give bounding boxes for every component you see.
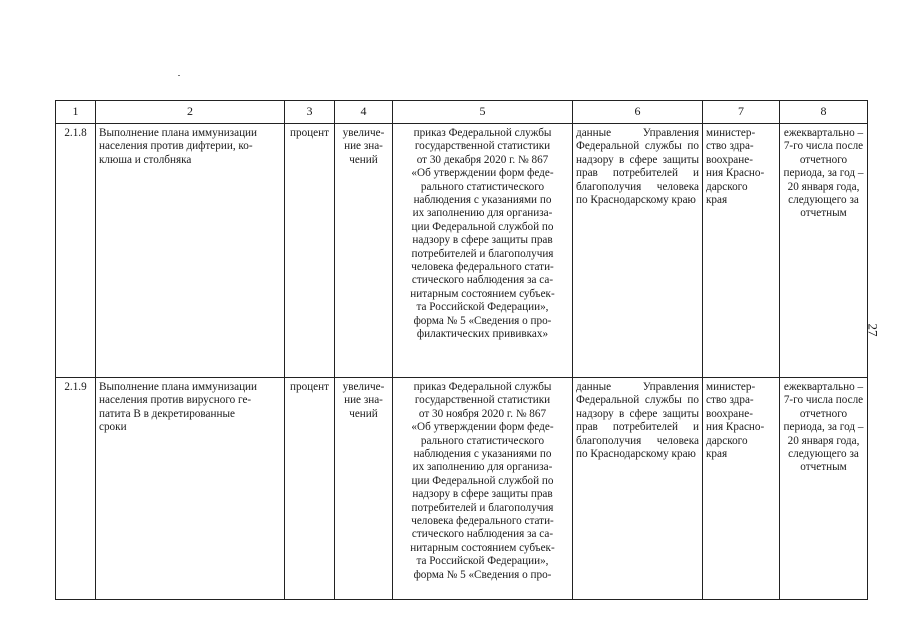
table-row	[56, 378, 868, 600]
header-cell: 4	[335, 101, 393, 124]
data-source: данные Управления Федеральной службы по надзору в сфере защиты прав потребителей и благополучия человека по Краснодарскому краю	[573, 124, 703, 378]
header-cell: 1	[56, 101, 96, 124]
indicator-name: Выполнение плана иммунизации населения против вирусного ге- патита В в декретированные сроки	[96, 378, 285, 600]
page-number: 27	[865, 323, 881, 337]
responsible: министер- ство здра- воохране- ния Красно- дарского края	[703, 124, 780, 378]
header-cell: 8	[780, 101, 868, 124]
direction: увеличе- ние зна- чений	[335, 378, 393, 600]
source-document: приказ Федеральной службы государственной статистики от 30 ноября 2020 г. № 867 «Об утверждении форм феде- рального статистического наблюдения с указаниями по их заполнению для организа- ции Федеральной службой по надзору в сфере защиты прав потребителей и благополучия человека федерального стати- стического наблюдения за са- нитарным состоянием субъек- та Российской Федерации», форма № 5 «Сведения о про-	[393, 378, 573, 600]
unit: процент	[285, 124, 335, 378]
responsible: министер- ство здра- воохране- ния Красно- дарского края	[703, 378, 780, 600]
data-source: данные Управления Федеральной службы по надзору в сфере защиты прав потребителей и благополучия человека по Краснодарскому краю	[573, 378, 703, 600]
direction: увеличе- ние зна- чений	[335, 124, 393, 378]
header-cell: 6	[573, 101, 703, 124]
source-document: приказ Федеральной службы государственной статистики от 30 декабря 2020 г. № 867 «Об утверждении форм феде- рального статистического наблюдения с указаниями по их заполнению для организа- ции Федеральной службой по надзору в сфере защиты прав потребителей и благополучия человека федерального стати- стического наблюдения за са- нитарным состоянием субъек- та Российской Федерации», форма № 5 «Сведения о про- филактических прививках»	[393, 124, 573, 378]
table-row	[56, 124, 868, 378]
periodicity: ежеквартально – 7-го числа после отчетного периода, за год – 20 января года, следующего за отчетным	[780, 124, 868, 378]
scan-speck	[178, 75, 180, 76]
indicators-table	[55, 100, 868, 600]
header-cell: 7	[703, 101, 780, 124]
row-number: 2.1.8	[56, 124, 96, 378]
periodicity: ежеквартально – 7-го числа после отчетного периода, за год – 20 января года, следующего за отчетным	[780, 378, 868, 600]
row-number: 2.1.9	[56, 378, 96, 600]
header-cell: 5	[393, 101, 573, 124]
header-cell: 2	[96, 101, 285, 124]
unit: процент	[285, 378, 335, 600]
header-cell: 3	[285, 101, 335, 124]
table-header-row	[56, 101, 868, 124]
indicator-name: Выполнение плана иммунизации населения против дифтерии, ко- клюша и столбняка	[96, 124, 285, 378]
